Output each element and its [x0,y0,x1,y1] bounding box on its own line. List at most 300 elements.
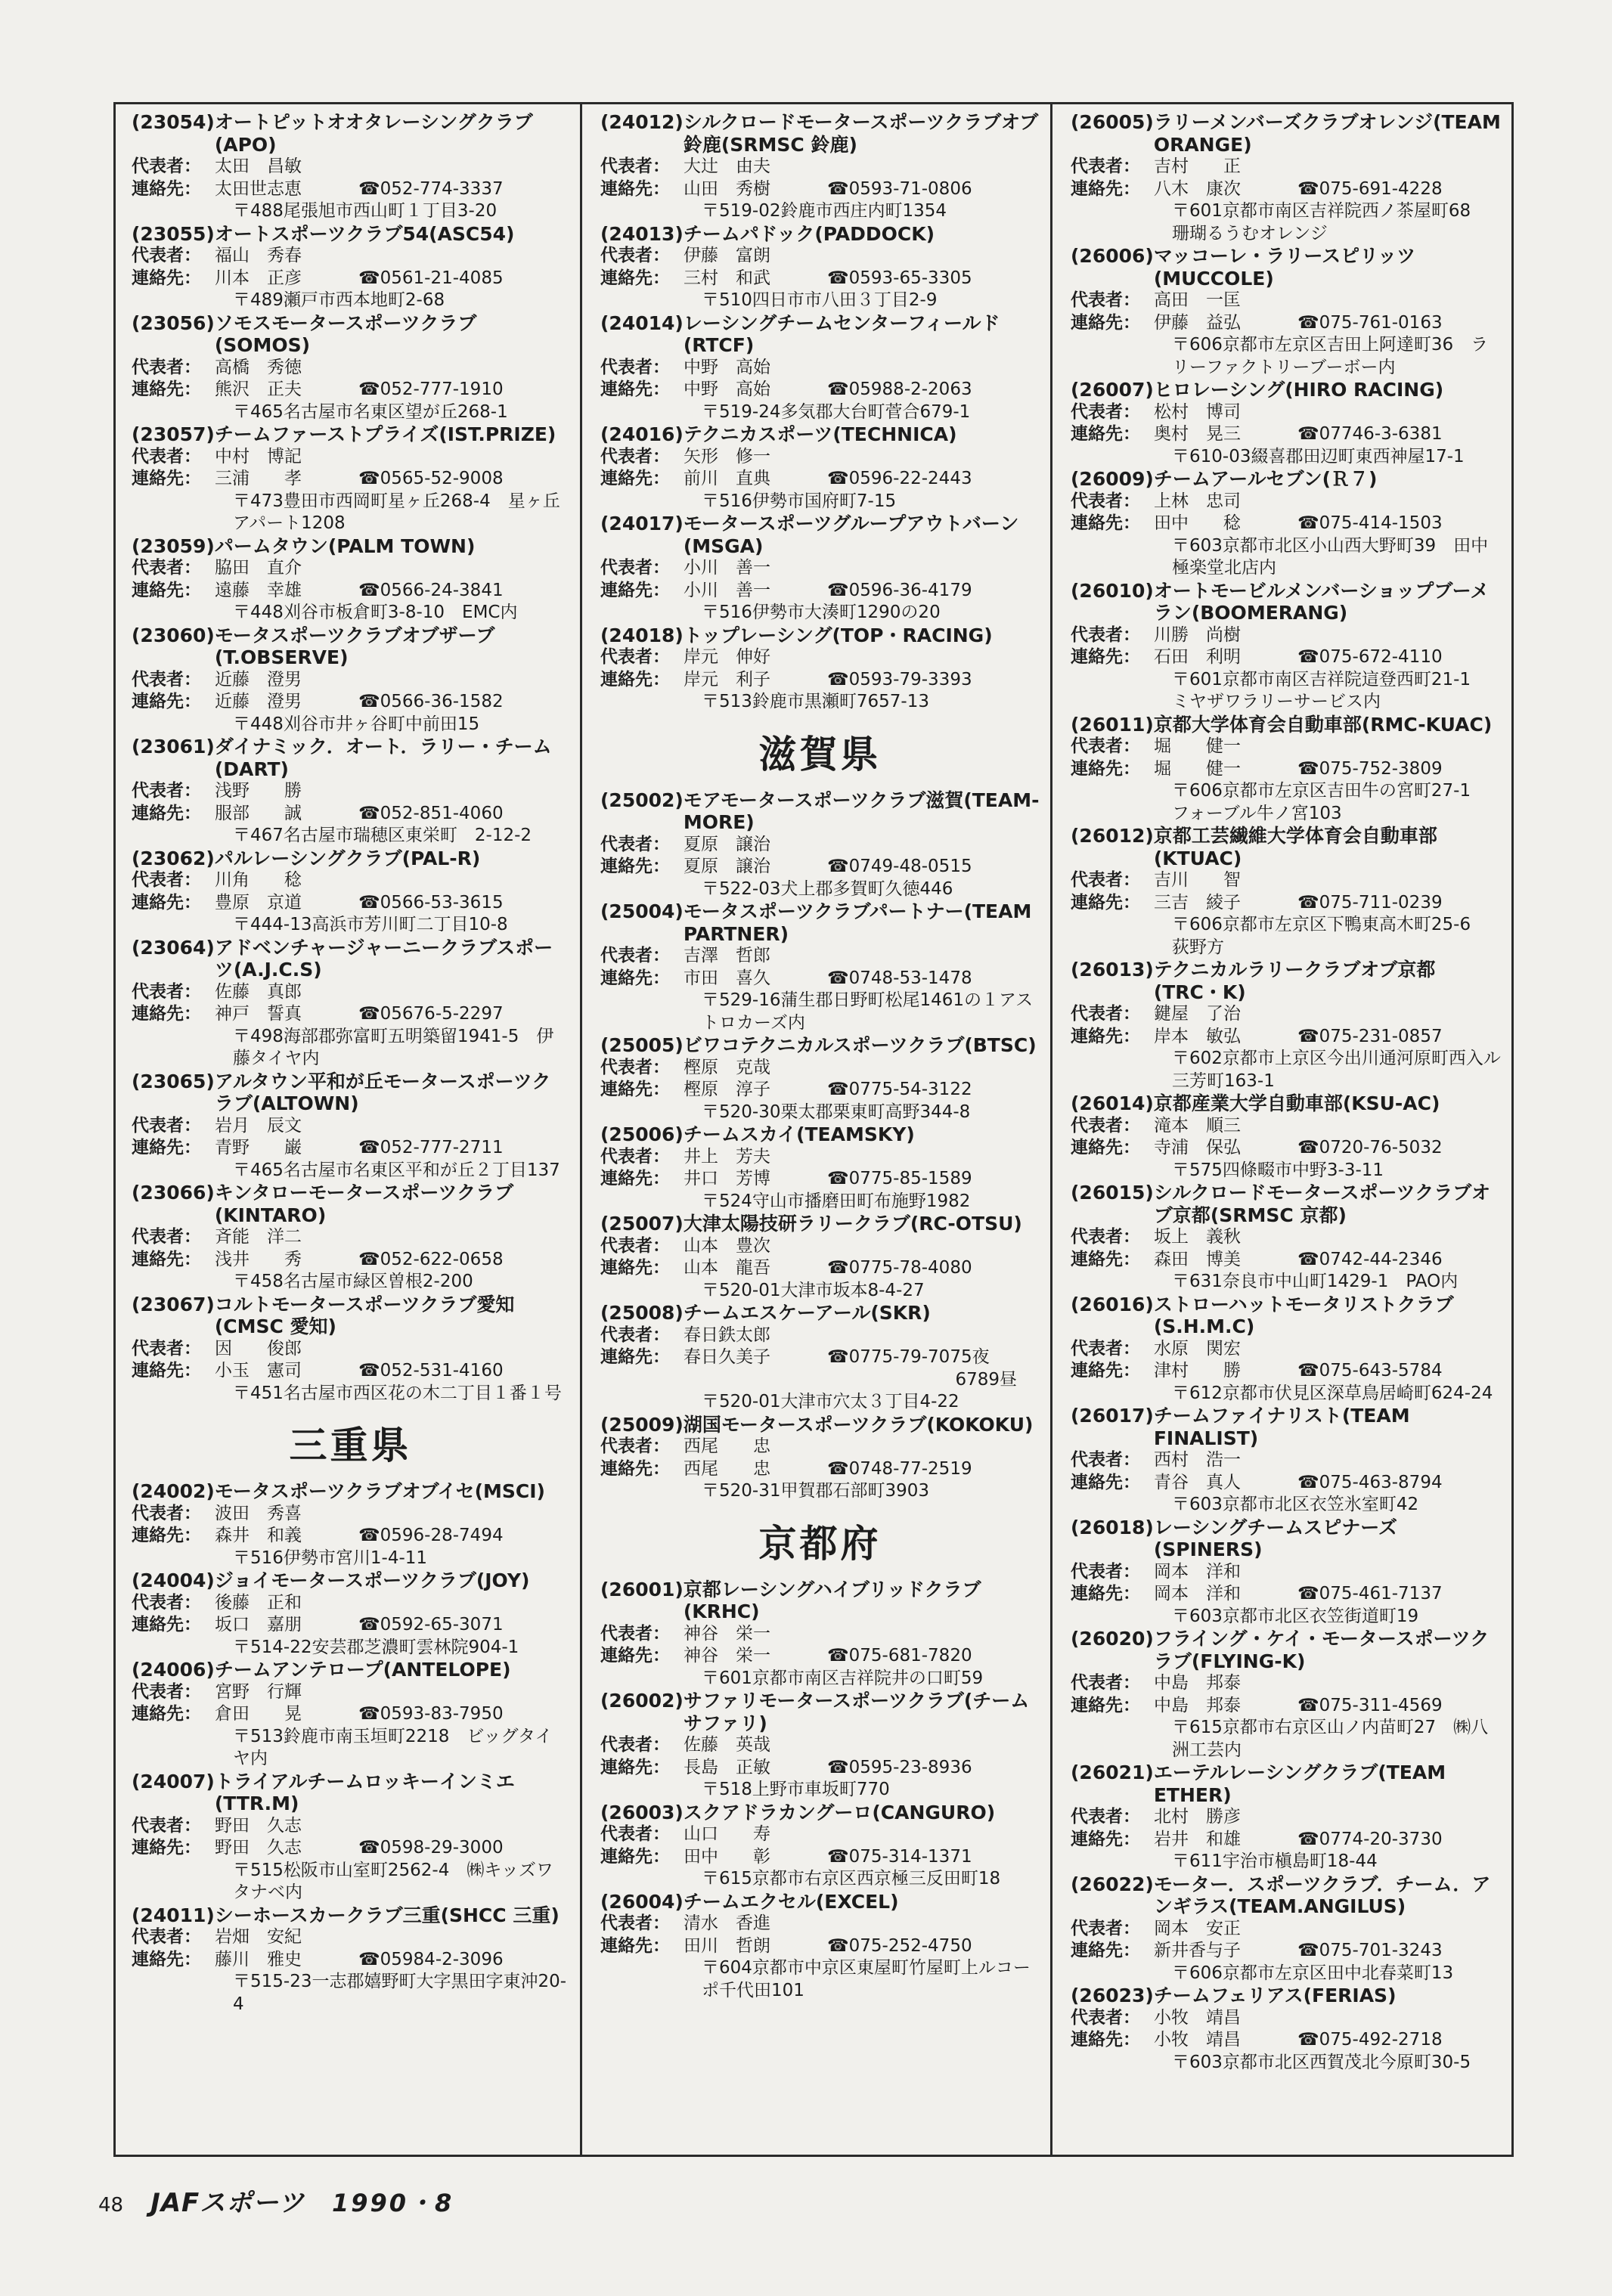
representative-name: 清水 香進 [684,1913,770,1933]
contact-row [132,1137,569,1160]
contact-row [132,1837,569,1860]
club-code: (25009) [600,1413,684,1436]
representative-name: 坂上 義秋 [1154,1227,1241,1247]
phone-number: ☎075-691-4228 [1297,178,1443,199]
club-address: 〒519-02鈴鹿市西庄内町1354 [702,201,947,221]
representative-label: 代表者： [600,834,670,854]
representative-label: 代表者： [1071,1227,1140,1247]
contact-name: 服部 誠 [215,803,302,823]
representative-label: 代表者： [132,246,201,265]
contact-name: 青谷 真人 [1154,1472,1241,1492]
club-code: (26010) [1071,579,1154,602]
contact-label: 連絡先： [600,1458,670,1479]
page-footer [98,2182,454,2219]
club-name: チームアンテロープ(ANTELOPE) [214,1659,511,1681]
representative-name: 因 俊郎 [215,1338,302,1359]
club-address: 〒514-22安芸郡芝濃町雲林院904-1 [233,1637,519,1657]
contact-name: 三村 和武 [684,268,770,288]
representative-row [132,156,569,178]
representative-row [1071,1338,1503,1361]
contact-name: 夏原 譲治 [684,857,770,876]
phone-number: ☎075-461-7137 [1297,1584,1443,1603]
club-code: (23054) [132,111,215,133]
club-entry [132,1771,569,1904]
contact-row [600,1935,1040,1958]
phone-number: ☎0775-79-7075夜 [827,1347,990,1367]
club-entry [132,847,569,937]
club-address: 〒516伊勢市大湊町1290の20 [702,603,941,622]
club-entry [1071,1985,1503,2074]
club-code: (23067) [132,1293,215,1315]
representative-name: 浅野 勝 [215,781,302,801]
club-code: (24012) [600,111,684,133]
contact-label: 連絡先： [600,469,670,488]
club-heading [1071,1985,1503,2007]
representative-label: 代表者： [132,1927,201,1947]
club-code: (26002) [600,1690,684,1712]
representative-label: 代表者： [132,669,201,689]
club-code: (23059) [132,534,215,557]
representative-row [600,945,1040,968]
club-address: 〒606京都市左京区田中北春菜町13 [1172,1963,1454,1983]
contact-name: 伊藤 益弘 [1154,312,1241,333]
contact-name: 三吉 綾子 [1154,892,1241,913]
representative-row [1071,869,1503,892]
club-name: フライング・ケイ・モータースポーツクラブ(FLYING-K) [1153,1628,1490,1672]
phone-number: ☎0596-22-2443 [827,469,972,488]
club-entry [600,223,1040,312]
club-entry [1071,580,1503,714]
club-address: 〒465名古屋市名東区望が丘268-1 [233,401,508,422]
representative-label: 代表者： [1071,1918,1140,1938]
club-code: (23065) [132,1070,215,1092]
representative-label: 代表者： [1071,401,1140,422]
contact-name: 神谷 栄一 [684,1646,770,1665]
representative-label: 代表者： [600,1735,670,1755]
club-address: 〒488尾張旭市西山町１丁目3-20 [233,201,498,221]
contact-name: 青野 巌 [215,1138,302,1157]
contact-row [1071,423,1503,446]
contact-row [600,468,1040,491]
representative-row [1071,736,1503,758]
representative-row [600,1146,1040,1169]
club-code: (26011) [1071,713,1154,736]
contact-name: 春日久美子 [684,1347,770,1367]
representative-label: 代表者： [1071,1115,1140,1136]
representative-name: 高田 一匡 [1154,290,1241,310]
contact-name: 樫原 淳子 [684,1080,770,1099]
contact-label: 連絡先： [132,380,201,399]
phone-number: ☎075-701-3243 [1297,1941,1443,1960]
club-heading [600,1579,1040,1623]
phone-number: ☎0742-44-2346 [1297,1249,1443,1269]
contact-row [600,1846,1040,1869]
club-code: (26001) [600,1578,684,1600]
representative-row [600,834,1040,857]
club-name: チームフェリアス(FERIAS) [1153,1985,1397,2006]
contact-name: 遠藤 幸雄 [215,580,302,600]
club-entry [132,1659,569,1771]
club-entry [132,535,569,624]
contact-name: 神戸 誓真 [215,1004,302,1024]
contact-label: 連絡先： [600,268,670,288]
club-address: 〒615京都市右京区西京極三反田町18 [702,1869,1001,1889]
representative-row [600,357,1040,380]
phone-number: ☎052-777-2711 [358,1138,504,1157]
contact-row [1071,1026,1503,1049]
contact-label: 連絡先： [1071,1829,1140,1849]
club-address: 〒602京都市上京区今出川通河原町西入ル三芳町163-1 [1172,1049,1501,1091]
contact-label: 連絡先： [1071,1138,1140,1157]
contact-name: 西尾 忠 [684,1458,770,1479]
representative-label: 代表者： [1071,1450,1140,1470]
club-code: (25007) [600,1213,684,1235]
contact-row [1071,1360,1503,1383]
contact-row [1071,2029,1503,2052]
contact-row [132,1703,569,1726]
representative-row [132,245,569,268]
phone-number: ☎0749-48-0515 [827,857,972,876]
representative-name: 井上 芳夫 [684,1146,770,1167]
representative-name: 中村 博記 [215,446,302,466]
contact-label: 連絡先： [600,669,670,689]
club-entry [600,423,1040,513]
contact-name: 新井香与子 [1154,1941,1241,1960]
representative-name: 鍵屋 了治 [1154,1004,1241,1024]
club-name: ソモスモータースポーツクラブ(SOMOS) [214,311,477,356]
contact-label: 連絡先： [600,1935,670,1956]
club-entry [132,1569,569,1659]
contact-row [132,1003,569,1026]
contact-name: 市田 喜久 [684,968,770,988]
contact-name: 八木 康次 [1154,178,1241,199]
contact-row [132,379,569,401]
representative-name: 岩月 辰文 [215,1115,302,1136]
club-entry [600,1891,1040,2003]
club-heading [1071,468,1503,491]
club-code: (23061) [132,736,215,758]
representative-name: 斉能 洋二 [215,1227,302,1247]
representative-label: 代表者： [1071,2007,1140,2028]
phone-number-secondary: 6789昼 [955,1369,1017,1390]
club-entry [600,1302,1040,1414]
club-entry [1071,468,1503,580]
phone-number: ☎075-752-3809 [1297,758,1443,779]
phone-number: ☎0774-20-3730 [1297,1829,1443,1849]
club-heading [1071,379,1503,401]
club-entry [1071,1762,1503,1873]
contact-name: 前川 直典 [684,469,770,488]
club-code: (26018) [1071,1516,1154,1538]
phone-number: ☎0593-83-7950 [358,1704,504,1724]
representative-row [600,1235,1040,1258]
contact-row [132,468,569,491]
contact-name: 岩井 和雄 [1154,1829,1241,1849]
contact-row [600,968,1040,990]
phone-number: ☎052-777-1910 [358,380,504,399]
club-entry [132,312,569,424]
club-entry [600,1802,1040,1891]
contact-label: 連絡先： [132,892,201,913]
magazine-title: JAFスポーツ [150,2188,305,2218]
club-code: (23057) [132,423,215,445]
representative-row [600,1436,1040,1458]
club-code: (24018) [600,624,684,646]
representative-label: 代表者： [600,1623,670,1644]
contact-name: 中島 邦泰 [1154,1695,1241,1715]
contact-label: 連絡先： [1071,758,1140,779]
contact-name: 坂口 嘉朋 [215,1615,302,1634]
contact-name: 太田世志恵 [215,178,302,199]
contact-name: 長島 正敏 [684,1757,770,1777]
representative-label: 代表者： [600,946,670,965]
representative-name: 大辻 由夫 [684,156,770,176]
contact-row [600,1168,1040,1191]
phone-number: ☎075-761-0163 [1297,312,1443,333]
club-address: 〒603京都市北区西賀茂北今原町30-5 [1172,2052,1471,2072]
contact-label: 連絡先： [1071,892,1140,913]
contact-label: 連絡先： [600,968,670,988]
representative-label: 代表者： [132,357,201,377]
club-address: 〒575四條畷市中野3-3-11 [1172,1160,1384,1180]
club-name: モーター．スポーツクラブ．チーム．アンギラス(TEAM.ANGILUS) [1153,1873,1491,1917]
representative-label: 代表者： [600,156,670,176]
club-address: 〒601京都市南区吉祥院井の口町59 [702,1668,984,1688]
club-address: 〒524守山市播磨田町布施野1982 [702,1191,971,1211]
club-code: (23055) [132,222,215,245]
contact-label: 連絡先： [600,1080,670,1099]
contact-label: 連絡先： [132,1004,201,1024]
club-heading [600,312,1040,357]
club-code: (26004) [600,1890,684,1913]
representative-label: 代表者： [132,1227,201,1247]
club-address: 〒631奈良市中山町1429-1 PAO内 [1172,1272,1459,1291]
contact-label: 連絡先： [1071,1472,1140,1492]
representative-label: 代表者： [1071,624,1140,645]
club-address: 〒522-03犬上郡多賀町久徳446 [702,878,953,899]
representative-name: 佐藤 英哉 [684,1735,770,1755]
club-name: チームアールセブン(Ｒ７) [1153,468,1378,490]
club-address: 〒513鈴鹿市黒瀬町7657-13 [702,692,929,711]
club-heading [1071,959,1503,1003]
representative-row [600,1325,1040,1347]
club-entry [1071,1182,1503,1294]
representative-row [600,245,1040,268]
contact-label: 連絡先： [600,1846,670,1867]
club-address: 〒467名古屋市瑞穂区東栄町 2-12-2 [233,826,532,845]
club-address: 〒515松阪市山室町2562-4 ㈱キッズワタナベ内 [233,1860,553,1902]
directory-column-3 [1050,102,1514,2157]
club-heading [132,1904,569,1927]
club-heading [600,789,1040,834]
representative-name: 後藤 正和 [215,1592,302,1613]
representative-label: 代表者： [600,1057,670,1077]
phone-number: ☎0566-36-1582 [358,692,504,711]
contact-name: 小牧 靖昌 [1154,2030,1241,2050]
club-address: 〒601京都市南区吉祥院這登西町21-1 ミヤザワラリーサービス内 [1172,669,1489,711]
representative-name: 川角 稔 [215,870,302,890]
contact-label: 連絡先： [600,1646,670,1665]
representative-name: 西村 浩一 [1154,1450,1241,1470]
contact-name: 山田 秀樹 [684,178,770,199]
contact-row [132,892,569,915]
contact-label: 連絡先： [132,178,201,199]
club-entry [132,1480,569,1569]
club-name: アルタウン平和が丘モータースポーツクラブ(ALTOWN) [214,1070,551,1114]
club-code: (23066) [132,1182,215,1204]
representative-row [1071,2007,1503,2030]
club-code: (26009) [1071,468,1154,490]
representative-label: 代表者： [1071,491,1140,511]
club-heading [600,900,1040,945]
contact-name: 田川 哲朗 [684,1935,770,1956]
club-code: (26015) [1071,1182,1154,1204]
contact-name: 山本 龍吾 [684,1258,770,1278]
contact-label: 連絡先： [132,1615,201,1634]
club-name: シーホースカークラブ三重(SHCC 三重) [214,1904,560,1926]
contact-label: 連絡先： [1071,312,1140,333]
contact-row [132,268,569,290]
representative-name: 川勝 尚樹 [1154,624,1241,645]
club-heading [600,624,1040,647]
representative-row [132,357,569,380]
contact-row [1071,892,1503,915]
contact-row [132,1614,569,1637]
club-name: 京都大学体育会自動車部(RMC-KUAC) [1153,713,1493,736]
representative-label: 代表者： [600,1824,670,1844]
club-entry [1071,825,1503,959]
contact-name: 岸本 敏弘 [1154,1026,1241,1046]
contact-label: 連絡先： [132,803,201,823]
contact-row [600,1645,1040,1668]
phone-number: ☎075-463-8794 [1297,1472,1443,1492]
club-name: 京都産業大学自動車部(KSU-AC) [1153,1092,1440,1114]
phone-number: ☎075-711-0239 [1297,892,1443,913]
phone-number: ☎075-672-4110 [1297,647,1443,667]
contact-label: 連絡先： [132,692,201,711]
phone-number: ☎0595-23-8936 [827,1757,972,1777]
contact-label: 連絡先： [600,857,670,876]
club-heading [600,1414,1040,1436]
club-heading [1071,1182,1503,1226]
representative-label: 代表者： [600,357,670,377]
club-entry [1071,1405,1503,1517]
representative-name: 吉川 智 [1154,870,1241,890]
representative-label: 代表者： [132,1503,201,1523]
contact-name: 森井 和義 [215,1526,302,1545]
representative-name: 近藤 澄男 [215,669,302,689]
representative-row [1071,156,1503,178]
club-entry [600,111,1040,223]
club-address: 〒448刈谷市板倉町3-8-10 EMC内 [233,603,518,622]
club-heading [132,1659,569,1681]
representative-row [1071,1449,1503,1472]
contact-name: 井口 芳博 [684,1169,770,1188]
contact-row [1071,1249,1503,1272]
contact-row [600,178,1040,201]
club-name: チームパドック(PADDOCK) [683,222,935,245]
contact-row [600,1757,1040,1780]
phone-number: ☎0720-76-5032 [1297,1138,1443,1157]
contact-label: 連絡先： [1071,1584,1140,1603]
contact-name: 津村 勝 [1154,1361,1241,1380]
contact-name: 寺浦 保弘 [1154,1138,1241,1157]
club-entry [132,736,569,847]
club-name: スクアドラカングーロ(CANGURO) [683,1801,996,1823]
phone-number: ☎0565-52-9008 [358,469,504,488]
representative-row [600,646,1040,669]
club-address: 〒612京都市伏見区深草鳥居崎町624-24 [1172,1383,1493,1403]
club-entry [600,1034,1040,1123]
club-heading [600,1213,1040,1235]
club-address: 〒498海部郡弥富町五明築留1941-5 伊藤タイヤ内 [233,1026,554,1068]
representative-row [132,1338,569,1361]
phone-number: ☎075-314-1371 [827,1846,972,1867]
contact-label: 連絡先： [600,178,670,199]
representative-name: 岡本 洋和 [1154,1561,1241,1582]
representative-row [132,1503,569,1526]
club-name: エーテルレーシングクラブ(TEAM ETHER) [1153,1762,1446,1806]
club-address: 〒603京都市北区衣笠街道町19 [1172,1606,1419,1626]
club-code: (25004) [600,900,684,922]
club-address: 〒520-01大津市坂本8-4-27 [702,1280,925,1300]
club-name: ビワコテクニカルスポーツクラブ(BTSC) [683,1034,1037,1056]
representative-row [600,1623,1040,1646]
contact-label: 連絡先： [132,1838,201,1858]
contact-name: 近藤 澄男 [215,692,302,711]
club-entry [600,1690,1040,1802]
representative-name: 吉澤 哲郎 [684,946,770,965]
club-code: (26014) [1071,1092,1154,1114]
representative-label: 代表者： [1071,870,1140,890]
phone-number: ☎075-492-2718 [1297,2030,1443,2050]
representative-row [1071,1115,1503,1138]
contact-name: 小玉 憲司 [215,1361,302,1380]
club-code: (25005) [600,1034,684,1056]
contact-row [1071,646,1503,669]
club-name: チームファーストプライズ(IST.PRIZE) [214,423,556,445]
club-name: シルクロードモータースポーツクラブオブ京都(SRMSC 京都) [1153,1182,1490,1226]
representative-label: 代表者： [600,1146,670,1167]
club-name: シルクロードモータースポーツクラブオブ鈴鹿(SRMSC 鈴鹿) [683,111,1039,156]
contact-label: 連絡先： [1071,424,1140,444]
contact-name: 中野 高始 [684,380,770,399]
phone-number: ☎05984-2-3096 [358,1949,504,1969]
representative-row [1071,1226,1503,1249]
club-name: 大津太陽技研ラリークラブ(RC-OTSU) [683,1213,1022,1235]
representative-name: 堀 健一 [1154,736,1241,756]
club-name: パルレーシングクラブ(PAL-R) [214,847,481,869]
representative-name: 岸元 伸好 [684,647,770,667]
club-code: (23056) [132,311,215,334]
representative-name: 中野 高始 [684,357,770,377]
club-address: 〒615京都市右京区山ノ内苗町27 ㈱八洲工芸内 [1172,1718,1489,1760]
club-code: (24004) [132,1569,215,1591]
contact-label: 連絡先： [600,380,670,399]
club-entry [132,1071,569,1182]
contact-row [1071,1472,1503,1495]
club-heading [600,1802,1040,1824]
club-entry [1071,1628,1503,1762]
phone-number: ☎075-252-4750 [827,1935,972,1956]
club-entry [1071,111,1503,245]
club-address: 〒520-31甲賀郡石部町3903 [702,1481,929,1501]
representative-label: 代表者： [1071,1561,1140,1582]
contact-label: 連絡先： [1071,513,1140,533]
representative-label: 代表者： [1071,1338,1140,1359]
representative-name: 中島 邦泰 [1154,1673,1241,1693]
club-entry [1071,1517,1503,1628]
